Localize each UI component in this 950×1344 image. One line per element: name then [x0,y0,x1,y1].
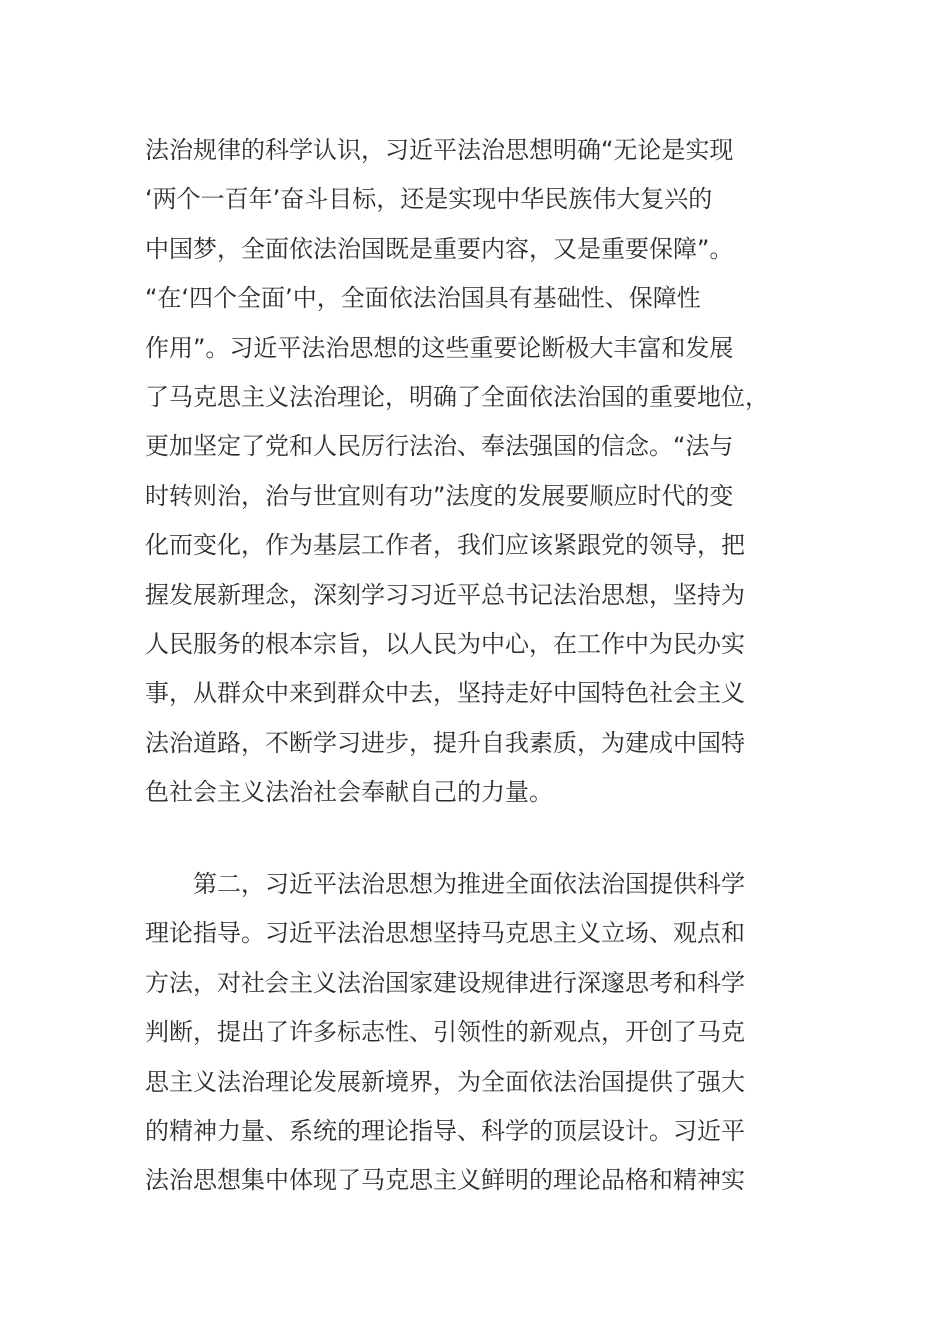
paragraph-1-line: 了马克思主义法治理论，明确了全面依法治国的重要地位， [145,382,769,411]
paragraph-1-line: 色社会主义法治社会奉献自己的力量。 [145,778,553,807]
paragraph-2-line: 的精神力量、系统的理论指导、科学的顶层设计。习近平 [145,1116,745,1145]
paragraph-1-line: 事，从群众中来到群众中去，坚持走好中国特色社会主义 [145,679,745,708]
paragraph-2-line: 法治思想集中体现了马克思主义鲜明的理论品格和精神实 [145,1166,745,1195]
paragraph-2-line: 方法，对社会主义法治国家建设规律进行深邃思考和科学 [145,968,745,997]
paragraph-1-line: 人民服务的根本宗旨，以人民为中心，在工作中为民办实 [145,629,745,658]
paragraph-2-line: 思主义法治理论发展新境界，为全面依法治国提供了强大 [145,1067,745,1096]
paragraph-2-line: 判断，提出了许多标志性、引领性的新观点，开创了马克 [145,1018,745,1047]
paragraph-1-line: “在‘四个全面’中，全面依法治国具有基础性、保障性 [145,284,701,313]
paragraph-1-line: 法治道路，不断学习进步，提升自我素质，为建成中国特 [145,728,745,757]
paragraph-2-line: 第二，习近平法治思想为推进全面依法治国提供科学 [193,870,745,898]
paragraph-2-line: 理论指导。习近平法治思想坚持马克思主义立场、观点和 [145,919,745,948]
paragraph-1-line: 中国梦，全面依法治国既是重要内容，又是重要保障”。 [145,234,734,263]
paragraph-1-line: 化而变化，作为基层工作者，我们应该紧跟党的领导，把 [145,531,745,560]
paragraph-1-line: 握发展新理念，深刻学习习近平总书记法治思想，坚持为 [145,580,745,609]
paragraph-1-line: 作用”。习近平法治思想的这些重要论断极大丰富和发展 [145,333,734,362]
paragraph-1-line: 更加坚定了党和人民厉行法治、奉法强国的信念。“法与 [145,432,734,461]
paragraph-1-line: 法治规律的科学认识，习近平法治思想明确“无论是实现 [145,136,734,164]
paragraph-2 [145,860,825,1206]
paragraph-1-line: ‘两个一百年’奋斗目标，还是实现中华民族伟大复兴的 [145,185,713,214]
paragraph-1-line: 时转则治，治与世宜则有功”法度的发展要顺应时代的变 [145,481,734,510]
paragraph-1 [145,126,825,817]
